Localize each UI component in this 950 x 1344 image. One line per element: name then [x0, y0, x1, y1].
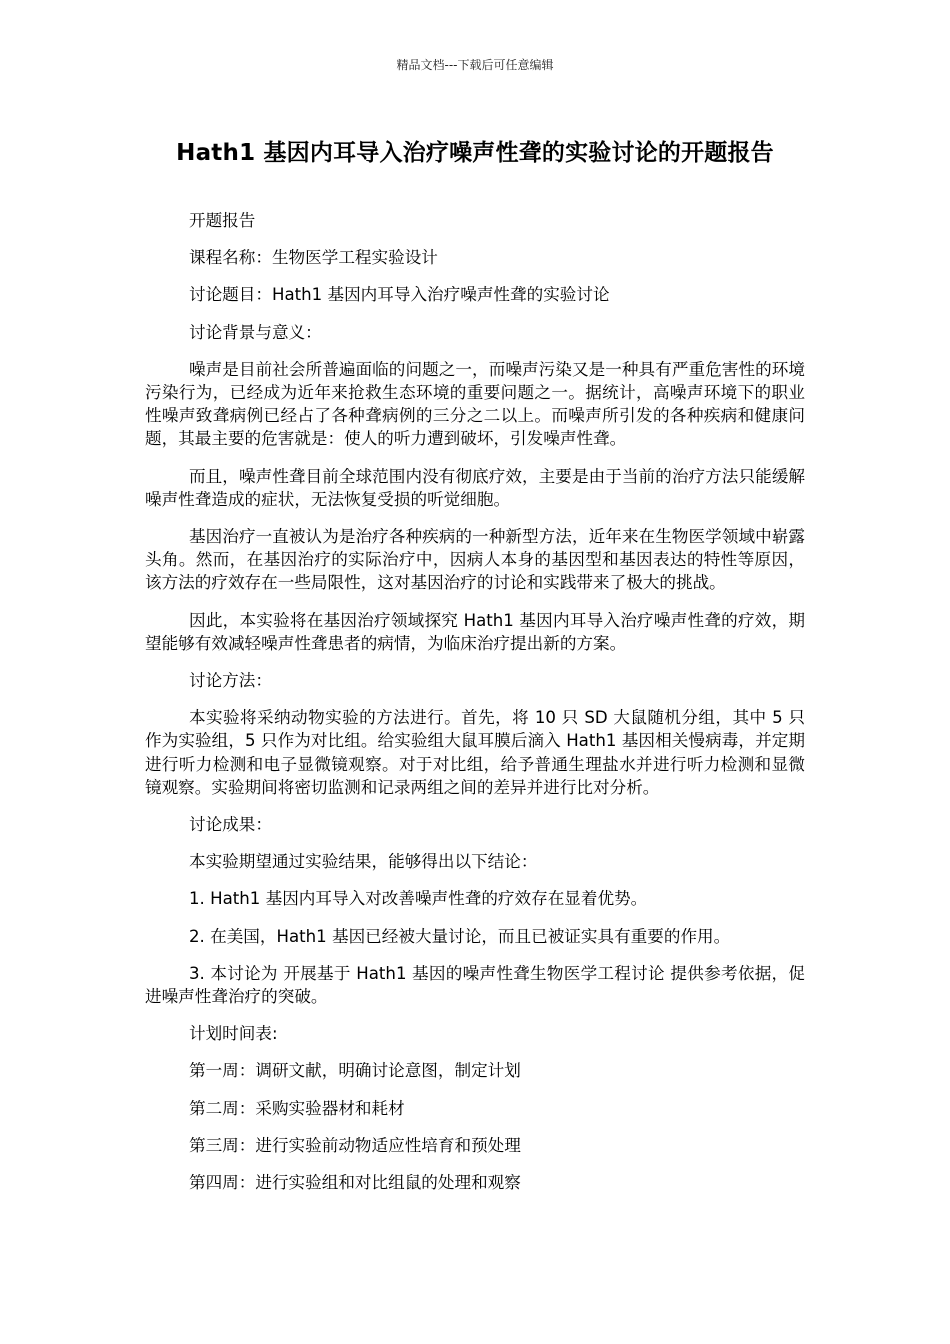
schedule-week-1: 第一周：调研文献，明确讨论意图，制定计划: [189, 1061, 521, 1081]
paragraph-background-3: 基因治疗一直被认为是治疗各种疾病的一种新型方法，近年来在生物医学领域中崭露头角。然而，在基因治疗的实际治疗中，因病人本身的基因型和基因表达的特性等原因，该方法的疗效存在一些局限性，这对基因治疗的讨论和实践带来了极大的挑战。: [145, 527, 805, 593]
outcome-item-2: 2. 在美国，Hath1 基因已经被大量讨论，而且已被证实具有重要的作用。: [189, 926, 731, 946]
document-body: [145, 209, 805, 1208]
paragraph-report-label: 开题报告: [189, 211, 256, 230]
schedule-week-4: 第四周：进行实验组和对比组鼠的处理和观察: [189, 1173, 521, 1193]
outcome-item-3: 3. 本讨论为 开展基于 Hath1 基因的噪声性聋生物医学工程讨论 提供参考依据，促进噪声性聋治疗的突破。: [145, 963, 805, 1007]
document-title: Hath1 基因内耳导入治疗噪声性聋的实验讨论的开题报告: [176, 140, 774, 166]
paragraph-background-4: 因此，本实验将在基因治疗领域探究 Hath1 基因内耳导入治疗噪声性聋的疗效，期望能够有效减轻噪声性聋患者的病情，为临床治疗提出新的方案。: [145, 610, 805, 653]
paragraph-background-2: 而且，噪声性聋目前全球范围内没有彻底疗效，主要是由于当前的治疗方法只能缓解噪声性聋造成的症状，无法恢复受损的听觉细胞。: [145, 466, 805, 509]
heading-background: 讨论背景与意义：: [189, 322, 322, 342]
schedule-week-2: 第二周：采购实验器材和耗材: [189, 1098, 405, 1118]
paragraph-background-1: 噪声是目前社会所普遍面临的问题之一，而噪声污染又是一种具有严重危害性的环境污染行为，已经成为近年来抢救生态环境的重要问题之一。据统计，高噪声环境下的职业性噪声致聋病例已经占了各种聋病例的三分之二以上。而噪声所引发的各种疾病和健康问题，其最主要的危害就是：使人的听力遭到破坏，引发噪声性聋。: [145, 359, 805, 449]
heading-methods: 讨论方法：: [189, 671, 272, 691]
heading-outcomes: 讨论成果：: [189, 815, 272, 835]
outcome-item-1: 1. Hath1 基因内耳导入对改善噪声性聋的疗效存在显着优势。: [189, 889, 648, 909]
paragraph-topic: 讨论题目：Hath1 基因内耳导入治疗噪声性聋的实验讨论: [189, 285, 610, 305]
paragraph-methods: 本实验将采纳动物实验的方法进行。首先，将 10 只 SD 大鼠随机分组，其中 5 只作为实验组，5 只作为对比组。给实验组大鼠耳膜后滴入 Hath1 基因相关慢病毒，并定期进行听力检测和电子显微镜观察。对于对比组，给予普通生理盐水并进行听力检测和显微镜观察。实验期间将密切监测和记录两组之间的差异并进行比对分析。: [145, 708, 805, 797]
schedule-week-3: 第三周：进行实验前动物适应性培育和预处理: [189, 1135, 521, 1155]
paragraph-course-name: 课程名称：生物医学工程实验设计: [189, 248, 438, 268]
paragraph-outcomes-intro: 本实验期望通过实验结果，能够得出以下结论：: [189, 852, 538, 872]
heading-schedule: 计划时间表:: [189, 1024, 278, 1044]
header-note: 精品文档---下载后可任意编辑: [396, 58, 554, 72]
